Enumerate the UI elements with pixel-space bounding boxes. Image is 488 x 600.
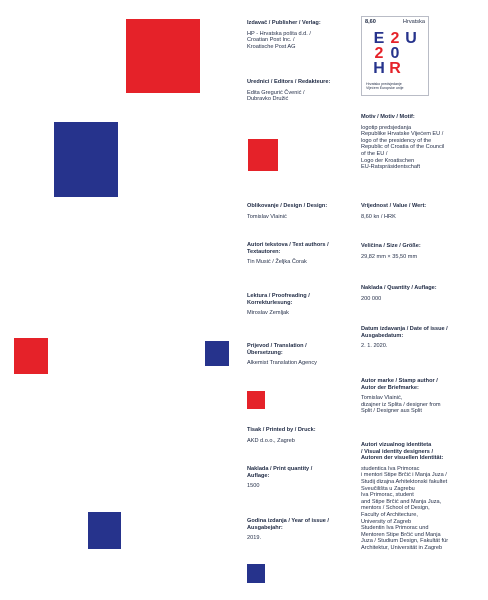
- decorative-square-blue: [88, 512, 121, 549]
- quantity-label: Naklada / Quantity / Auflage:: [361, 285, 437, 291]
- issue-date-value: 2. 1. 2020.: [361, 343, 388, 350]
- stamp-country: Hrvatska: [402, 19, 425, 25]
- year-value: 2019.: [247, 535, 261, 542]
- credits-column-right: [361, 0, 481, 600]
- editors-value: Edita Gregurić Čvenić / Dubravko Družić: [247, 89, 305, 103]
- value-value: 8,60 kn / HRK: [361, 213, 396, 220]
- logo-letter: R: [389, 60, 401, 77]
- logo-letter: 0: [390, 45, 400, 62]
- stamp-author-value: Tomislav Vlainić, dizajner iz Splita / designer from Split / Designer aus Split: [361, 395, 441, 415]
- printed-block: [247, 427, 357, 444]
- issue-date-label: Datum izdavanja / Date of issue / Ausgabedatum:: [361, 326, 448, 339]
- translation-value: Alkemist Translation Agency: [247, 360, 317, 367]
- design-label: Oblikovanje / Design / Design:: [247, 203, 328, 209]
- design-value: Tomislav Vlainić: [247, 213, 287, 220]
- issue-date-block: [361, 326, 481, 350]
- print-quantity-block: [247, 466, 357, 490]
- publisher-label: Izdavač / Publisher / Verlag:: [247, 20, 321, 26]
- value-block: [361, 203, 481, 220]
- stamp-author-block: [361, 378, 481, 415]
- decorative-square-blue: [54, 122, 118, 197]
- visual-identity-value: studentica Iva Primorac i mentori Stipe Brčić i Manja Juza / Studij dizajna Arhitektonski fakultet Sveučilišta u Zagrebu Iva Primorac, student and Stipe Brčić and Manja Juza, mentors / School of Design, Faculty of Architecture, University of Zagreb Studentin Iva Primorac und Mentoren Stipe Brčić und Manja Juza / Studium Design, Fakultät für Architektur, Universität in Zagreb: [361, 465, 449, 551]
- publisher-block: [247, 20, 357, 50]
- motif-label: Motiv / Motiv / Motif:: [361, 114, 415, 120]
- quantity-value: 200 000: [361, 295, 382, 302]
- year-label: Godina izdanja / Year of issue / Ausgabejahr:: [247, 518, 329, 531]
- size-block: [361, 243, 481, 260]
- logo-letter: 2: [374, 45, 384, 62]
- quantity-block: [361, 285, 481, 302]
- visual-identity-block: [361, 442, 481, 552]
- logo-letter: E: [373, 30, 385, 47]
- proofreading-label: Lektura / Proofreading / Korrekturlesung:: [247, 293, 310, 306]
- editors-label: Urednici / Editors / Redakteure:: [247, 79, 331, 85]
- decorative-square-red: [14, 338, 48, 374]
- size-value: 29,82 mm × 35,50 mm: [361, 253, 418, 260]
- translation-label: Prijevod / Translation / Übersetzung:: [247, 343, 307, 356]
- logo-letter: H: [373, 60, 385, 77]
- printed-label: Tisak / Printed by / Druck:: [247, 427, 316, 433]
- print-quantity-value: 1500: [247, 483, 260, 490]
- year-block: [247, 518, 357, 542]
- decorative-square-red: [126, 19, 200, 93]
- proofreading-value: Miroslav Zemljak: [247, 310, 289, 317]
- motif-value: logotip predsjedanja Republike Hrvatske Vijećem EU / logo of the presidency of the Republic of Croatia of the Council of the EU / Logo der Kroatischen EU-Ratspräsidentschaft: [361, 124, 445, 171]
- visual-identity-label: Autori vizualnog identiteta / Visual identity designers / Autoren der visuellen Identität:: [361, 442, 444, 462]
- motif-block: [361, 114, 481, 171]
- editors-block: [247, 79, 357, 103]
- credits-column-left: [247, 0, 357, 600]
- decorative-square-blue: [205, 341, 229, 366]
- logo-letter: U: [405, 30, 417, 47]
- text-authors-block: [247, 242, 357, 266]
- print-quantity-label: Naklada / Print quantity / Auflage:: [247, 466, 313, 479]
- publisher-value: HP - Hrvatska pošta d.d. / Croatian Post Inc. / Kroatische Post AG: [247, 30, 311, 50]
- proofreading-block: [247, 293, 357, 317]
- printed-value: AKD d.o.o., Zagreb: [247, 437, 295, 444]
- translation-block: [247, 343, 357, 367]
- stamp-author-label: Autor marke / Stamp author / Autor der Briefmarke:: [361, 378, 438, 391]
- stamp-caption: Hrvatsko predsjedanje Vijećem Europske unije: [366, 81, 404, 90]
- value-label: Vrijednost / Value / Wert:: [361, 203, 427, 209]
- design-block: [247, 203, 357, 220]
- text-authors-value: Tin Musić / Željka Čorak: [247, 259, 307, 266]
- logo-letter: 2: [390, 30, 400, 47]
- stamp-value: 8,60: [365, 19, 376, 25]
- text-authors-label: Autori tekstova / Text authors / Textautoren:: [247, 242, 329, 255]
- size-label: Veličina / Size / Größe:: [361, 243, 421, 249]
